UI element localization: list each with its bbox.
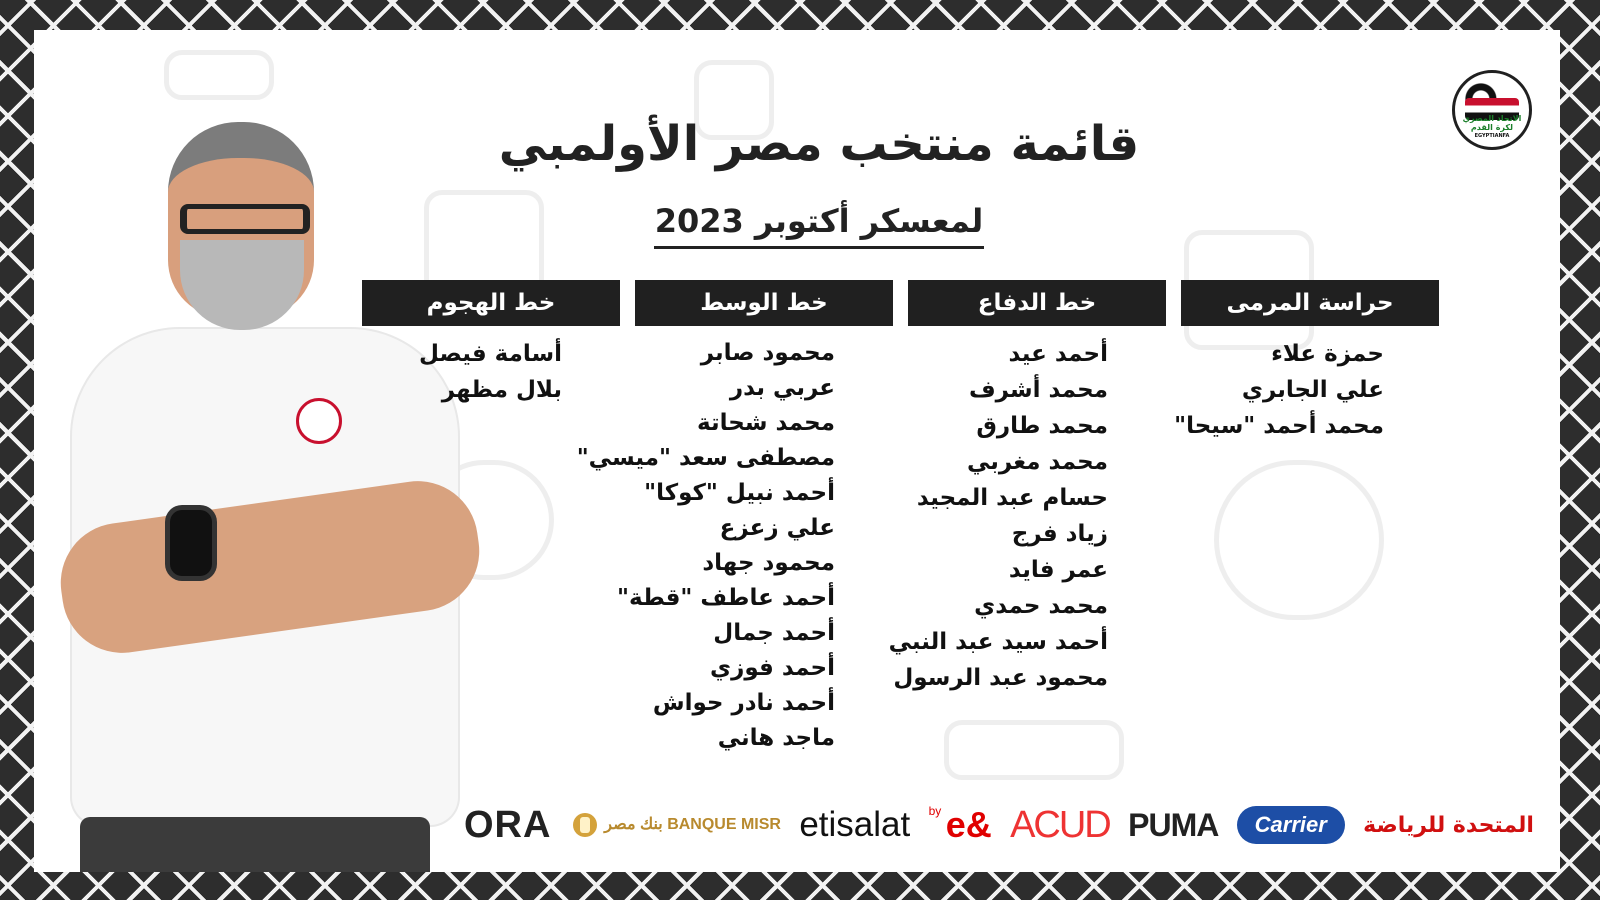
player-name: محمود عبد الرسول bbox=[893, 665, 1108, 691]
attack-list bbox=[419, 336, 562, 408]
player-name: علي زعزع bbox=[719, 515, 835, 541]
midfield-header: خط الوسط bbox=[635, 280, 893, 326]
player-name: محمد أحمد "سيحا" bbox=[1174, 413, 1384, 439]
puma-logo: PUMA bbox=[1128, 806, 1219, 843]
player-name: محمد شحاتة bbox=[697, 410, 835, 436]
acud-logo: ACUD bbox=[1010, 803, 1110, 846]
poster-title: قائمة منتخب مصر الأولمبي bbox=[498, 116, 1140, 172]
player-name: حمزة علاء bbox=[1271, 341, 1384, 367]
banque-misr-logo bbox=[570, 810, 781, 840]
roster-poster bbox=[34, 30, 1560, 872]
player-name: ماجد هاني bbox=[717, 725, 835, 751]
logo-subtext: EGYPTIANFA bbox=[1474, 132, 1510, 139]
coach-beard bbox=[180, 240, 304, 330]
etisalat-logo: etisalat bbox=[799, 805, 911, 844]
glasses-icon bbox=[180, 204, 310, 234]
banque-misr-emblem-icon bbox=[570, 810, 600, 840]
pharaonic-watermark bbox=[944, 720, 1124, 780]
eand-label: e& bbox=[945, 804, 992, 845]
attack-header: خط الهجوم bbox=[362, 280, 620, 326]
banque-misr-arabic: بنك مصر bbox=[604, 816, 663, 834]
coach-photo bbox=[60, 122, 460, 872]
player-name: عمر فايد bbox=[1008, 557, 1108, 583]
eand-prefix: by bbox=[928, 804, 942, 818]
pharaonic-watermark bbox=[164, 50, 274, 100]
defense-header: خط الدفاع bbox=[908, 280, 1166, 326]
goalkeepers-header: حراسة المرمى bbox=[1181, 280, 1439, 326]
shirt-badge-icon bbox=[296, 398, 342, 444]
player-name: أحمد فوزي bbox=[710, 655, 835, 681]
player-name: محمد حمدي bbox=[974, 593, 1108, 619]
defense-list bbox=[889, 336, 1108, 696]
goalkeepers-list bbox=[1174, 336, 1384, 444]
player-name: أحمد جمال bbox=[713, 620, 835, 646]
player-name: محمد أشرف bbox=[968, 377, 1108, 403]
player-name: محمد مغربي bbox=[967, 449, 1108, 475]
player-name: محمود صابر bbox=[700, 340, 835, 366]
pharaonic-watermark bbox=[1214, 460, 1384, 620]
ora-logo: ORA bbox=[464, 803, 552, 846]
logo-name: الاتحاد المصري لكرة القدم bbox=[1462, 113, 1522, 132]
player-name: أحمد عاطف "قطة" bbox=[617, 585, 835, 611]
player-name: محمود جهاد bbox=[702, 550, 835, 576]
player-name: أحمد سيد عبد النبي bbox=[888, 629, 1108, 655]
player-name: زياد فرج bbox=[1011, 521, 1108, 547]
player-name: مصطفى سعد "ميسي" bbox=[576, 445, 835, 471]
sponsor-strip bbox=[464, 794, 1534, 856]
player-name: بلال مظهر bbox=[441, 377, 562, 403]
player-name: محمد طارق bbox=[976, 413, 1108, 439]
logo-text bbox=[1455, 114, 1529, 141]
watch-icon bbox=[170, 510, 212, 576]
poster-subtitle: لمعسكر أكتوبر 2023 bbox=[654, 202, 984, 249]
united-sports-logo: المتحدة للرياضة bbox=[1363, 812, 1534, 838]
eand-logo bbox=[929, 804, 992, 846]
carrier-logo: Carrier bbox=[1237, 806, 1345, 844]
player-name: أحمد عيد bbox=[1008, 341, 1108, 367]
banque-misr-label: BANQUE MISR bbox=[667, 816, 781, 834]
dark-pants bbox=[80, 817, 430, 872]
egyptian-fa-logo bbox=[1452, 70, 1532, 150]
player-name: أحمد نبيل "كوكا" bbox=[644, 480, 835, 506]
player-name: عربي بدر bbox=[729, 375, 835, 401]
player-name: أحمد نادر حواش bbox=[652, 690, 835, 716]
player-name: أسامة فيصل bbox=[419, 341, 562, 367]
midfield-list bbox=[577, 336, 835, 756]
player-name: حسام عبد المجيد bbox=[916, 485, 1108, 511]
player-name: علي الجابري bbox=[1241, 377, 1384, 403]
